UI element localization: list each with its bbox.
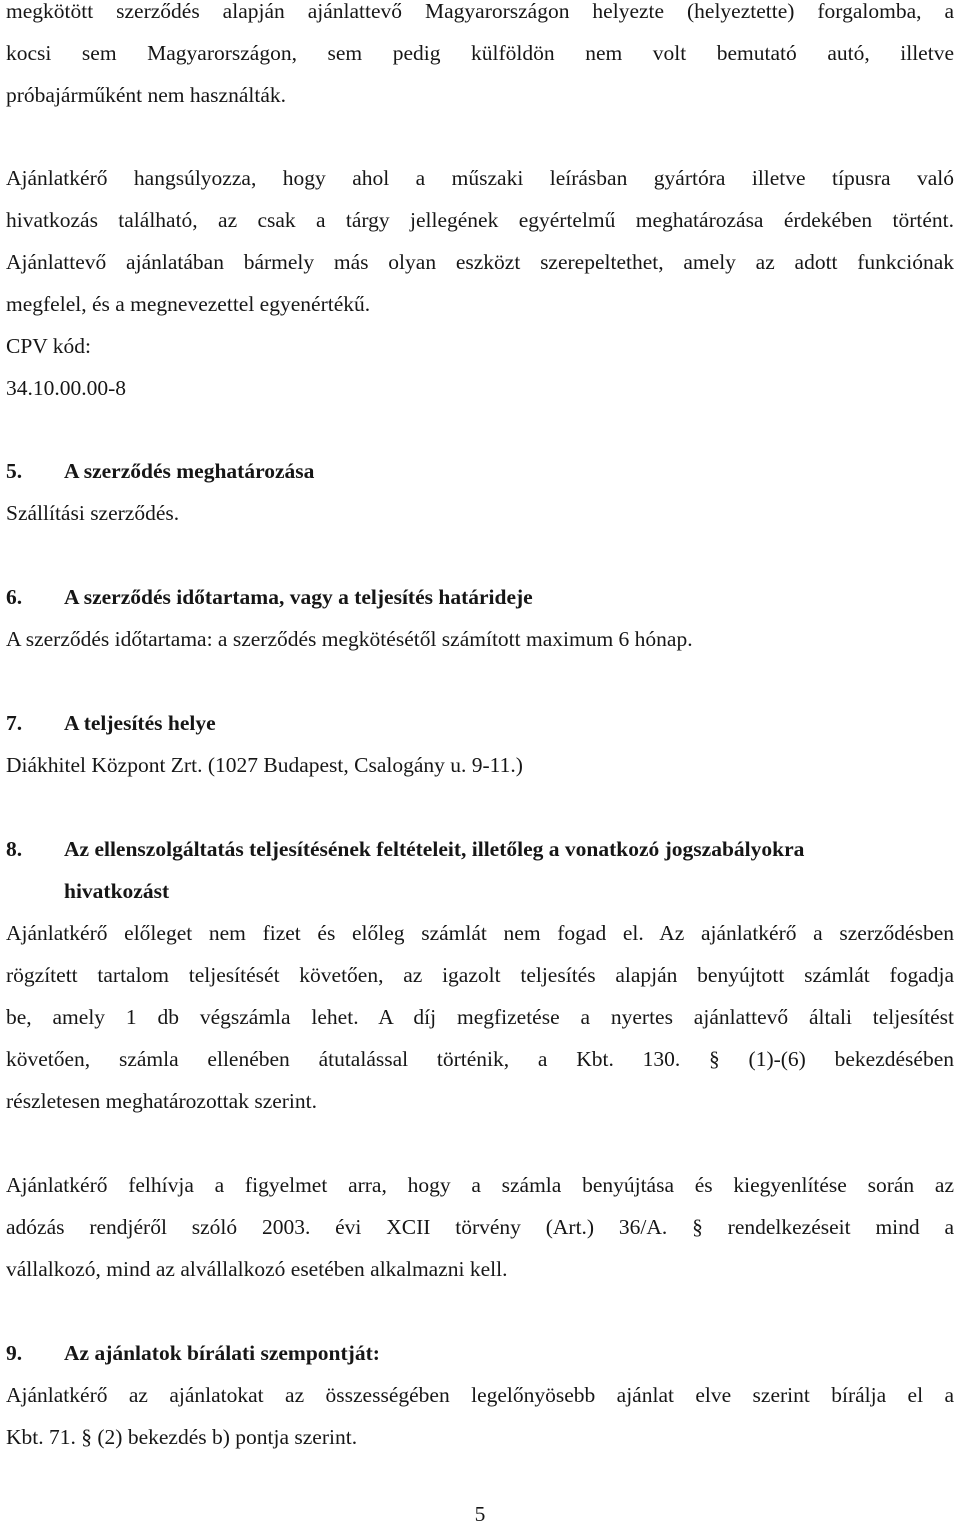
section-7-title: A teljesítés helye bbox=[64, 711, 216, 735]
section-9-number: 9. bbox=[6, 1341, 23, 1365]
section-8-body2-line-1: Ajánlatkérő felhívja a figyelmet arra, hogy a számla benyújtása és kiegyenlítése során az bbox=[6, 1173, 954, 1197]
section-9-body-line-2: Kbt. 71. § (2) bekezdés b) pontja szerint. bbox=[6, 1425, 358, 1449]
page-number: 5 bbox=[474, 1502, 486, 1526]
brand-line-4: megfelel, és a megnevezettel egyenértékű. bbox=[6, 292, 371, 316]
section-8-body-line-2: rögzített tartalom teljesítését követően, az igazolt teljesítés alapján benyújtott számlát fogadja bbox=[6, 963, 954, 987]
section-8-number: 8. bbox=[6, 837, 23, 861]
section-8-body-line-1: Ajánlatkérő előleget nem fizet és előleg számlát nem fogad el. Az ajánlatkérő a szerződésben bbox=[6, 921, 954, 945]
section-6-number: 6. bbox=[6, 585, 23, 609]
section-7-number: 7. bbox=[6, 711, 23, 735]
brand-line-1: Ajánlatkérő hangsúlyozza, hogy ahol a műszaki leírásban gyártóra illetve típusra való bbox=[6, 166, 954, 190]
intro-line-1: megkötött szerződés alapján ajánlattevő Magyarországon helyezte (helyeztette) forgalomba, a bbox=[6, 0, 954, 23]
section-8-title-line-2: hivatkozást bbox=[64, 879, 170, 903]
section-5-number: 5. bbox=[6, 459, 23, 483]
section-9-heading bbox=[6, 1343, 954, 1365]
section-5-title: A szerződés meghatározása bbox=[64, 459, 315, 483]
section-7-body: Diákhitel Központ Zrt. (1027 Budapest, Csalogány u. 9-11.) bbox=[6, 753, 523, 777]
section-8-body-line-5: részletesen meghatározottak szerint. bbox=[6, 1089, 318, 1113]
cpv-value: 34.10.00.00-8 bbox=[6, 376, 127, 400]
section-6-title: A szerződés időtartama, vagy a teljesítés határideje bbox=[64, 585, 533, 609]
intro-line-2: kocsi sem Magyarországon, sem pedig külföldön nem volt bemutató autó, illetve bbox=[6, 41, 954, 65]
section-5-heading bbox=[6, 461, 954, 483]
intro-line-3: próbajárműként nem használták. bbox=[6, 83, 286, 107]
section-7-heading bbox=[6, 713, 954, 735]
section-5-body: Szállítási szerződés. bbox=[6, 501, 180, 525]
section-8-body2-line-2: adózás rendjéről szóló 2003. évi XCII törvény (Art.) 36/A. § rendelkezéseit mind a bbox=[6, 1215, 954, 1239]
section-9-body-line-1: Ajánlatkérő az ajánlatokat az összességében legelőnyösebb ajánlat elve szerint bírálja el a bbox=[6, 1383, 954, 1407]
section-6-body: A szerződés időtartama: a szerződés megkötésétől számított maximum 6 hónap. bbox=[6, 627, 693, 651]
section-8-body-line-3: be, amely 1 db végszámla lehet. A díj megfizetése a nyertes ajánlattevő általi teljesítést bbox=[6, 1005, 954, 1029]
section-6-heading bbox=[6, 587, 954, 609]
cpv-label: CPV kód: bbox=[6, 334, 92, 358]
section-9-title: Az ajánlatok bírálati szempontját: bbox=[64, 1341, 380, 1365]
section-8-body-line-4: követően, számla ellenében átutalással történik, a Kbt. 130. § (1)-(6) bekezdésében bbox=[6, 1047, 954, 1071]
section-8-title-line-1: Az ellenszolgáltatás teljesítésének feltételeit, illetőleg a vonatkozó jogszabályokra bbox=[64, 837, 805, 861]
section-8-body2-line-3: vállalkozó, mind az alvállalkozó esetében alkalmazni kell. bbox=[6, 1257, 508, 1281]
brand-line-3: Ajánlattevő ajánlatában bármely más olyan eszközt szerepeltethet, amely az adott funkciónak bbox=[6, 250, 954, 274]
brand-line-2: hivatkozás található, az csak a tárgy jellegének egyértelmű meghatározása érdekében történt. bbox=[6, 208, 954, 232]
section-8-heading bbox=[6, 839, 954, 861]
